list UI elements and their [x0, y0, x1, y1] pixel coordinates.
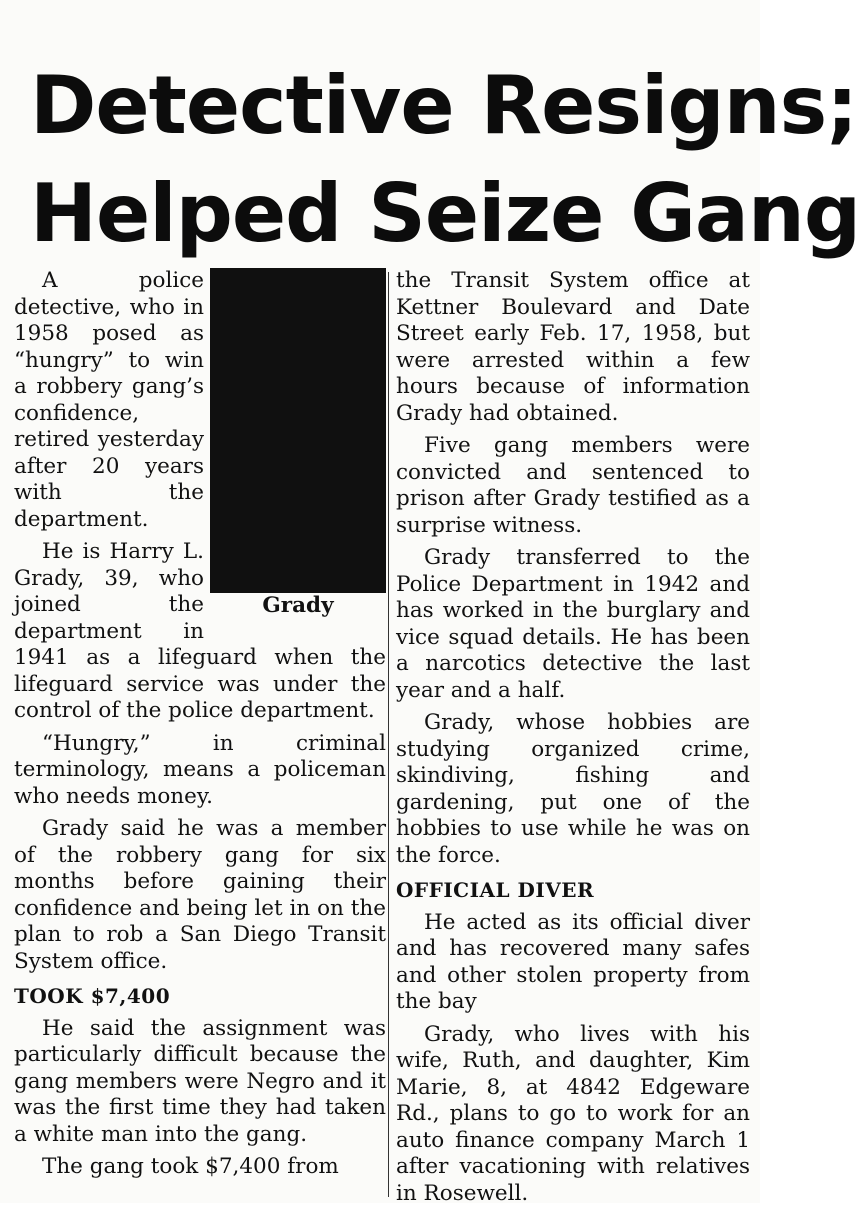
paragraph: He said the assignment was particularly difficult because the gang members were Negro and it was the first time they had taken a white man into the gang. — [14, 1015, 386, 1147]
headline-line-2: Helped Seize Gang — [30, 167, 860, 260]
headline-line-1: Detective Resigns; — [30, 59, 858, 152]
article-column-right — [396, 268, 750, 1213]
article-column-left — [14, 268, 386, 1187]
paragraph: the Transit System office at Kettner Boulevard and Date Street early Feb. 17, 1958, but were arrested within a few hours because of information Grady had obtained. — [396, 268, 750, 426]
paragraph: Grady, whose hobbies are studying organized crime, skindiving, fishing and gardening, put one of the hobbies to use while he was on the force. — [396, 710, 750, 868]
paragraph: He is Harry L. Grady, 39, who joined the department in 1941 as a lifeguard when the lifeguard service was under the control of the police department. — [14, 539, 386, 723]
paragraph: A police detective, who in 1958 posed as “hungry” to win a robbery gang’s confidence, retired yesterday after 20 years with the department. — [14, 268, 204, 532]
subhead: TOOK $7,400 — [14, 984, 171, 1008]
photo-caption: Grady — [262, 593, 334, 618]
headline — [30, 52, 860, 268]
paragraph: Grady, who lives with his wife, Ruth, and daughter, Kim Marie, 8, at 4842 Edgeware Rd., plans to go to work for an auto finance company March 1 after vacationing with relatives in Rosewell. — [396, 1021, 750, 1206]
paragraph: Five gang members were convicted and sentenced to prison after Grady testified as a surprise witness. — [396, 433, 750, 538]
paragraph: Grady said he was a member of the robbery gang for six months before gaining their confidence and being let in on the plan to rob a San Diego Transit System office. — [14, 816, 386, 974]
paragraph: The gang took $7,400 from — [42, 1154, 339, 1179]
subhead: OFFICIAL DIVER — [396, 878, 595, 902]
paragraph: Grady transferred to the Police Department in 1942 and has worked in the burglary and vice squad details. He has been a narcotics detective the last year and a half. — [396, 545, 750, 703]
paragraph: “Hungry,” in criminal terminology, means a policeman who needs money. — [14, 730, 386, 809]
portrait-photo — [210, 268, 386, 593]
column-rule — [388, 272, 389, 1197]
paragraph: He acted as its official diver and has recovered many safes and other stolen property from the bay — [396, 909, 750, 1014]
